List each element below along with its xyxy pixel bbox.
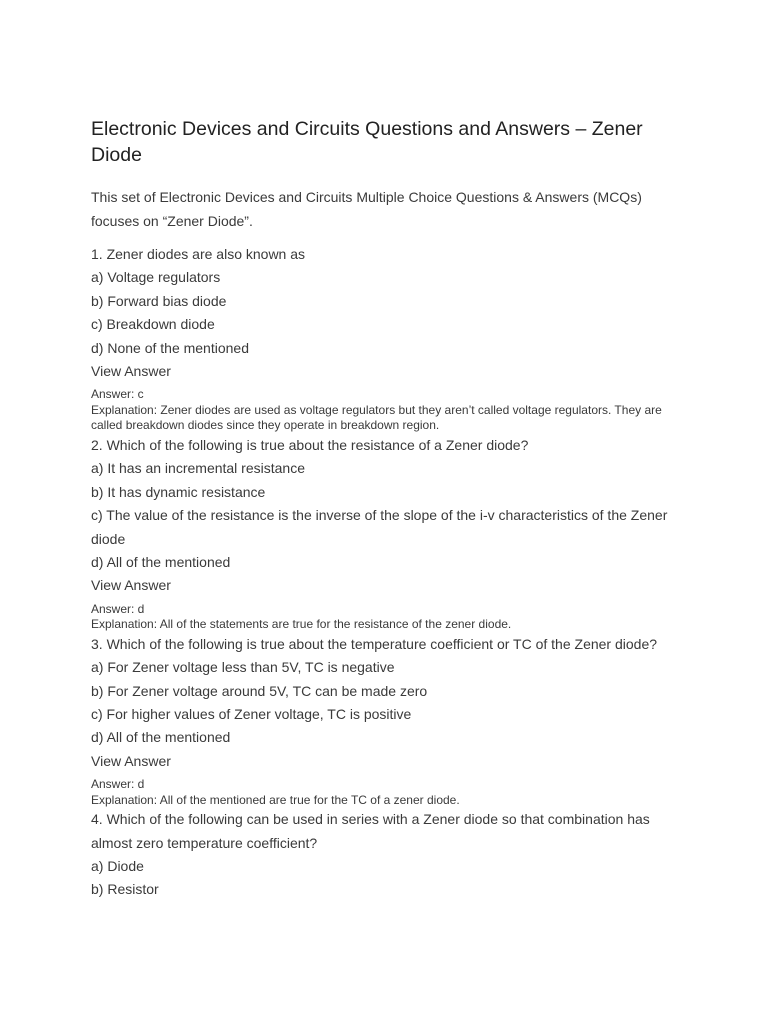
answer-block [91, 602, 691, 633]
option-c: c) For higher values of Zener voltage, TC is positive [91, 706, 412, 722]
answer-block [91, 387, 691, 434]
view-answer-link[interactable]: View Answer [91, 577, 171, 594]
page-title: Electronic Devices and Circuits Questions and Answers – Zener Diode [91, 118, 643, 166]
question-1 [91, 243, 691, 434]
answer-text: Answer: d [91, 777, 145, 792]
option-b: b) For Zener voltage around 5V, TC can be made zero [91, 682, 428, 699]
answer-text: Answer: c [91, 387, 144, 402]
question-3 [91, 633, 691, 808]
question-2 [91, 434, 691, 633]
article [91, 116, 691, 902]
question-text: 2. Which of the following is true about the resistance of a Zener diode? [91, 436, 529, 453]
view-answer-link[interactable]: View Answer [91, 363, 171, 380]
option-a: a) It has an incremental resistance [91, 460, 305, 477]
question-text: 1. Zener diodes are also known as [91, 246, 306, 262]
option-d: d) All of the mentioned [91, 553, 231, 570]
question-4 [91, 808, 691, 902]
explanation-text: Explanation: All of the statements are true for the resistance of the zener diode. [91, 617, 512, 632]
option-c: c) The value of the resistance is the inverse of the slope of the i-v characteristics of the Zener diode [91, 507, 668, 547]
question-text: 4. Which of the following can be used in series with a Zener diode so that combination has almost zero temperature coefficient? [91, 811, 650, 851]
option-b: b) Resistor [91, 881, 159, 898]
view-answer-link[interactable]: View Answer [91, 752, 171, 769]
answer-block [91, 777, 691, 808]
option-a: a) Voltage regulators [91, 269, 221, 286]
option-d: d) None of the mentioned [91, 339, 249, 356]
explanation-text: Explanation: Zener diodes are used as voltage regulators but they aren’t called voltage regulators. They are called breakdown diodes since they operate in breakdown region. [91, 402, 662, 433]
option-a: a) Diode [91, 858, 144, 875]
option-c: c) Breakdown diode [91, 316, 215, 333]
question-text: 3. Which of the following is true about the temperature coefficient or TC of the Zener diode? [91, 635, 658, 652]
intro-paragraph: This set of Electronic Devices and Circuits Multiple Choice Questions & Answers (MCQs) focuses on “Zener Diode”. [91, 189, 642, 229]
explanation-text: Explanation: All of the mentioned are true for the TC of a zener diode. [91, 792, 460, 807]
option-b: b) Forward bias diode [91, 292, 227, 309]
option-b: b) It has dynamic resistance [91, 483, 266, 500]
option-d: d) All of the mentioned [91, 729, 231, 746]
answer-text: Answer: d [91, 601, 145, 616]
option-a: a) For Zener voltage less than 5V, TC is negative [91, 659, 395, 676]
